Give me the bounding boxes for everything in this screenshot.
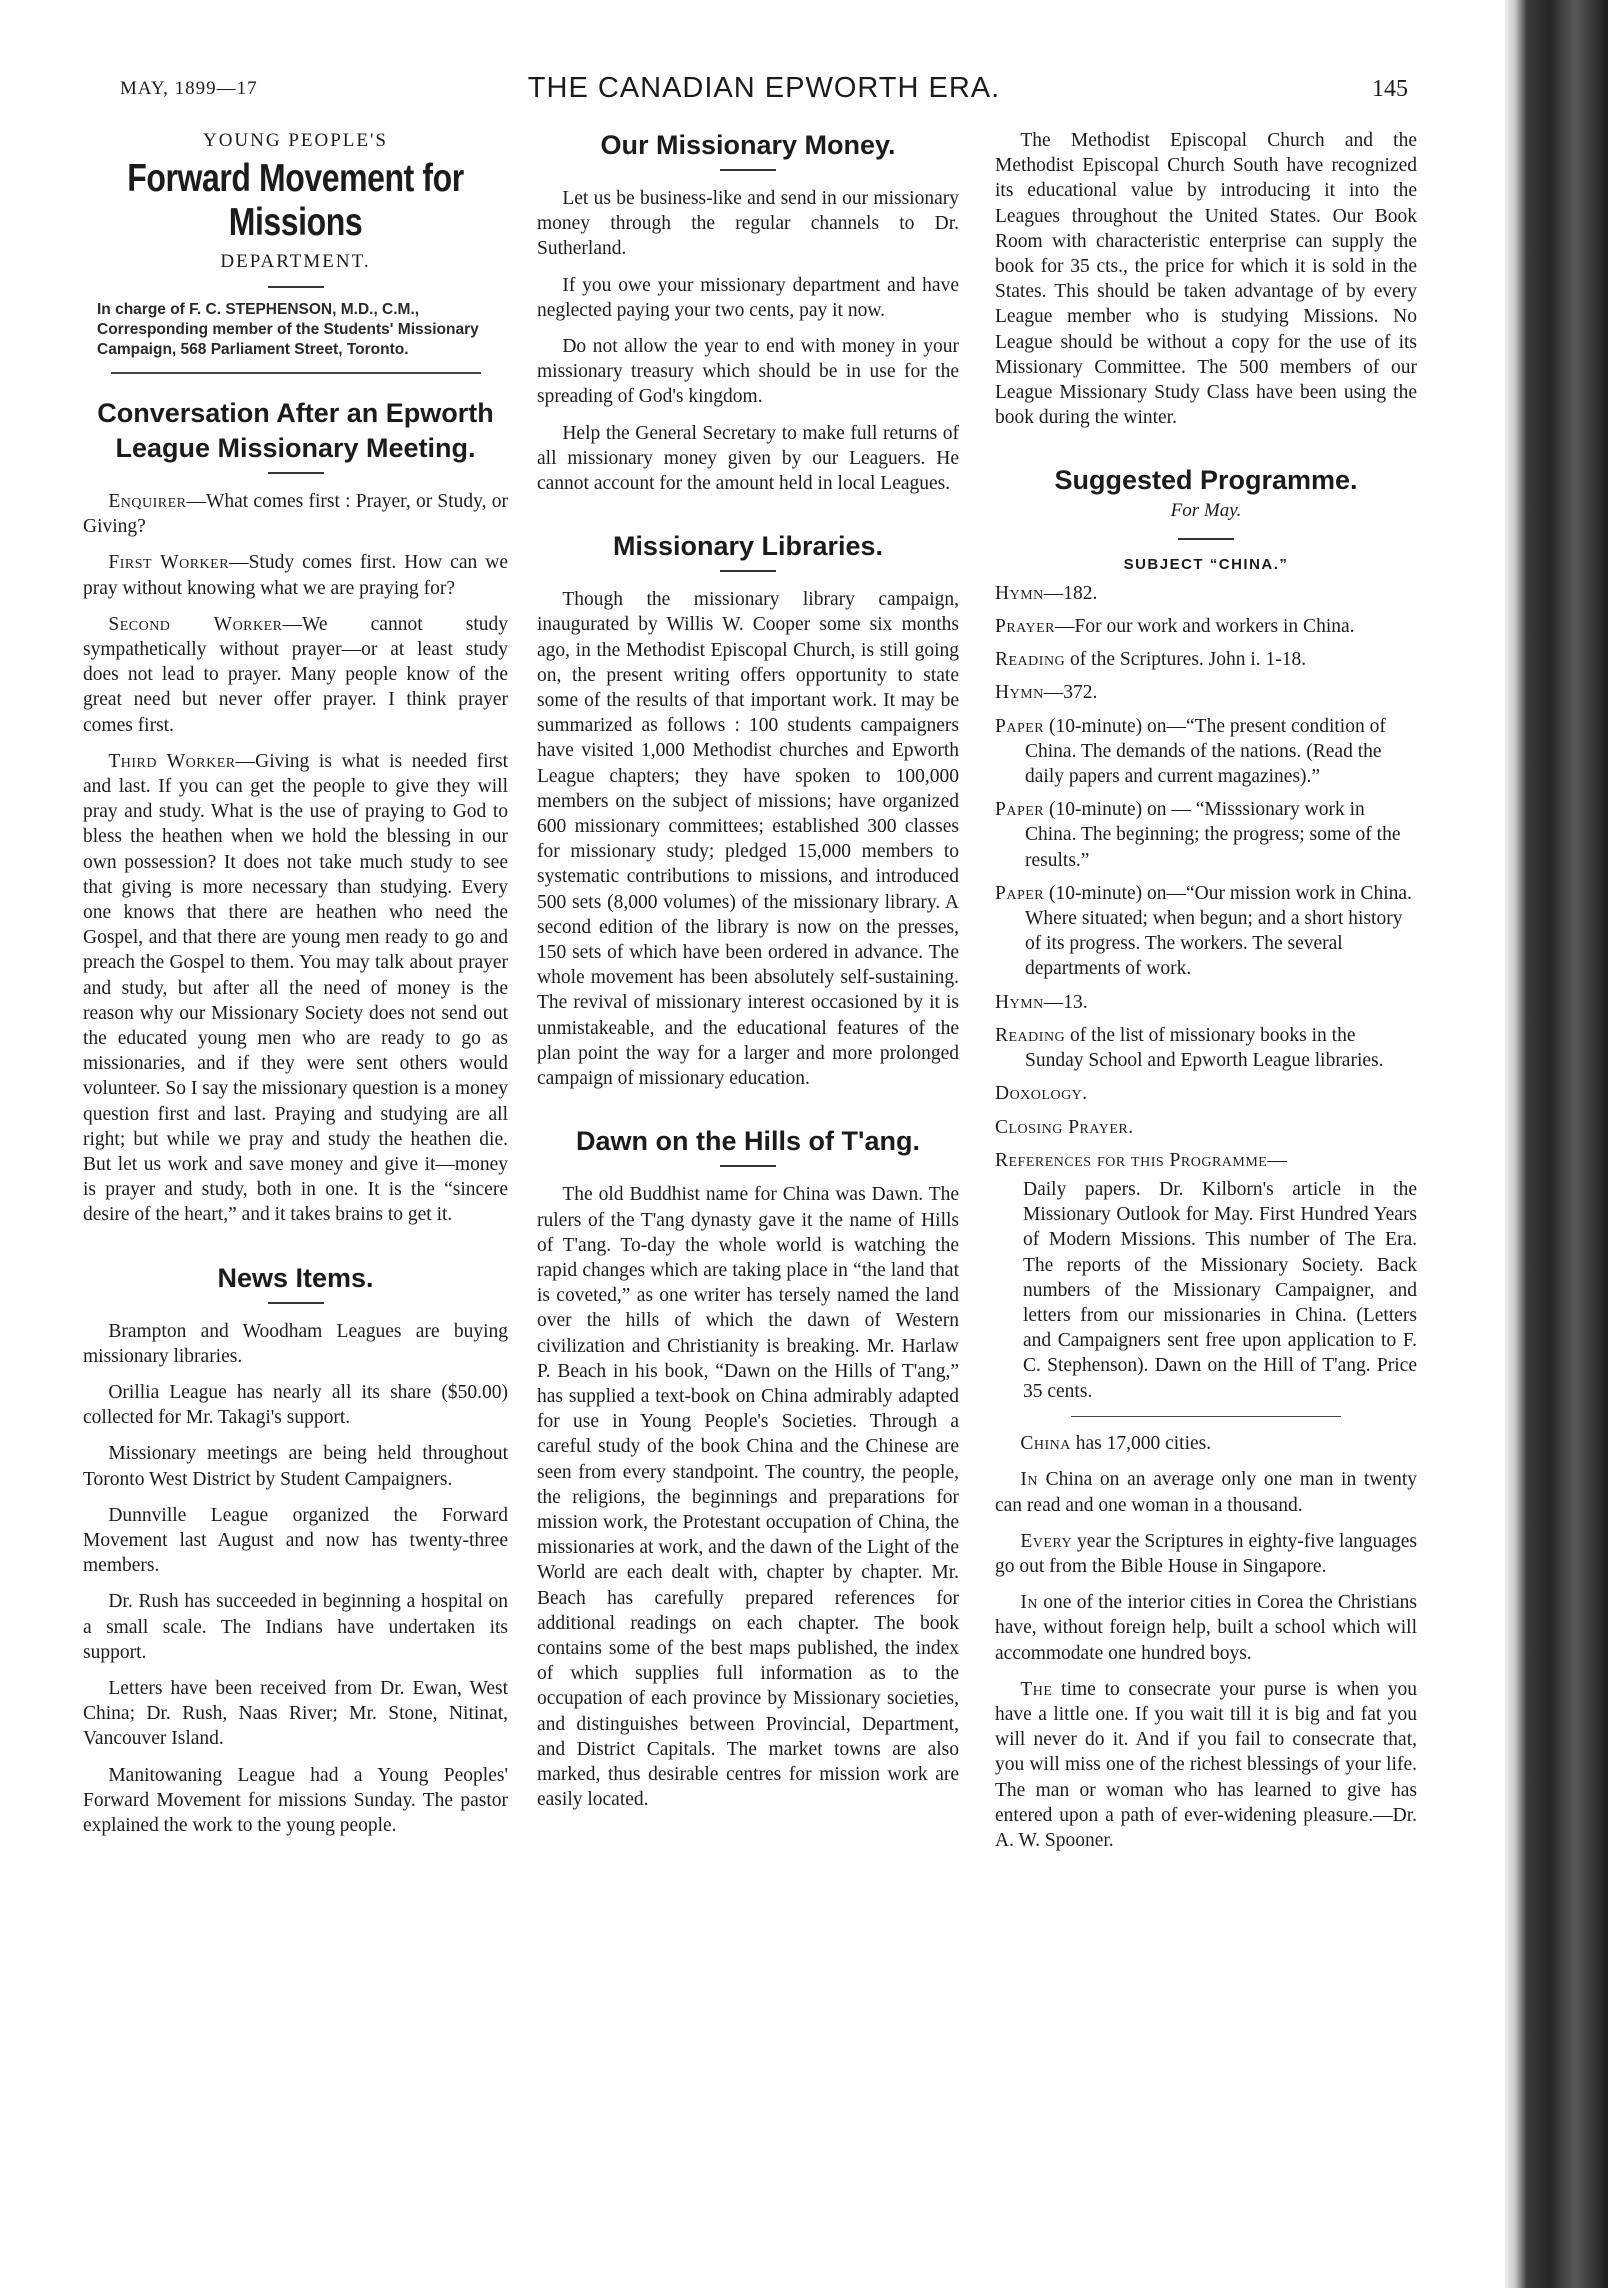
divider — [720, 1165, 776, 1167]
programme-item: Hymn—182. — [995, 582, 1098, 604]
conversation-paragraph: Second Worker—We cannot study sympathetically without prayer—or at least study does not lead to prayer. Many people know of the great need but never offer prayer. I think prayer comes first. — [83, 613, 508, 736]
news-item: Dunnville League organized the Forward Movement last August and now has twenty-three members. — [83, 1504, 508, 1577]
header-date: MAY, 1899—17 — [120, 78, 258, 99]
column-middle — [537, 118, 959, 1823]
programme-subject: SUBJECT “CHINA.” — [1123, 555, 1289, 573]
department-subtitle: DEPARTMENT. — [220, 251, 371, 273]
programme-item: Paper (10-minute) on—“Our mission work in China. Where situated; when begun; and a short history of its progress. The workers. The several departments of work. — [995, 882, 1412, 980]
header-page-number: 145 — [1372, 76, 1408, 102]
news-heading: News Items. — [217, 1262, 374, 1293]
money-paragraph: Do not allow the year to end with money in your missionary treasury which should be in use for the spreading of God's kingdom. — [537, 336, 959, 408]
money-paragraph: Help the General Secretary to make full returns of all missionary money given by our Leaguers. He cannot account for the amount held in local Leagues. — [537, 422, 959, 495]
closing-paragraph: China has 17,000 cities. — [1020, 1433, 1212, 1455]
news-item: Letters have been received from Dr. Ewan, West China; Dr. Rush, Naas River; Mr. Stone, Nitinat, Vancouver Island. — [83, 1678, 508, 1750]
programme-item: Hymn—372. — [995, 682, 1098, 704]
programme-item: Reading of the list of missionary books in the Sunday School and Epworth League libraries. — [995, 1024, 1384, 1072]
divider — [1178, 538, 1234, 540]
programme-item: Paper (10-minute) on—“The present condition of China. The demands of the nations. (Read the daily papers and current magazines).” — [995, 715, 1386, 788]
conversation-paragraph: First Worker—Study comes first. How can we pray without knowing what we are praying for? — [83, 552, 509, 599]
news-item: Missionary meetings are being held throughout Toronto West District by Student Campaigners. — [83, 1443, 508, 1490]
page-header — [120, 72, 1408, 106]
libraries-heading: Missionary Libraries. — [612, 531, 884, 562]
conversation-heading: Conversation After an Epworth League Missionary Meeting. — [97, 397, 494, 463]
closing-paragraph: In one of the interior cities in Corea the Christians have, without foreign help, built a school which will accommodate one hundred boys. — [995, 1592, 1417, 1664]
closing-paragraph: Every year the Scriptures in eighty-five languages go out from the Bible House in Singapore. — [995, 1530, 1417, 1578]
divider — [268, 472, 324, 474]
programme-heading: Suggested Programme. — [1054, 465, 1358, 496]
conversation-paragraph: Third Worker—Giving is what is needed first and last. If you can get the people to give they will pray and study. What is the use of praying to God to bless the heathen when we hold the blessing in our own possession? It does not take much study to see that giving is more necessary than studying. Every one knows that there are heathen who need the Gospel, and that there are young men ready to go and preach the Gospel to them. You may talk about prayer and study, but after all the need of money is the reason why our Missionary Society does not send out the educated young men who are ready to go as missionaries, and if they were sent others would volunteer. So I say the missionary question is a money question first and last. Praying and studying are all right; but while we pray and study the heathen die. But let us work and save money and give it—money is prayer and study, both in one. It is the “sincere desire of the heart,” and it takes brains to get it. — [83, 750, 509, 1226]
dawn-heading: Dawn on the Hills of T'ang. — [576, 1126, 920, 1157]
libraries-paragraph: Though the missionary library campaign, inaugurated by Willis W. Cooper some six months ago, in the Methodist Episcopal Church, is still going on, the present writing offers opportunity to state some of the results of that important work. It may be summarized as follows : 100 students campaigners have visited 1,000 Methodist churches and Epworth League chapters; they have spoken to 100,000 members on the subject of missions; have organized 600 missionary committees; established 300 classes for missionary study; pledged 15,000 members to systematic contributions to missions, and introduced 500 sets (8,000 volumes) of the missionary library. A second edition of the library is now on the presses, 150 sets of which have been ordered in advance. The whole movement has been absolutely self-sustaining. The revival of missionary interest occasioned by it is unmistakeable, and the educational features of the plan point the way for a larger and more prolonged campaign of missionary education. — [537, 589, 959, 1090]
closing-paragraph: The time to consecrate your purse is when you have a little one. If you wait till it is big and fat you will never do it. And if you fail to consecrate that, you will miss one of the richest blessings of your life. The man or woman who has learned to give has entered upon a path of ever-widening pleasure.—Dr. A. W. Spooner. — [995, 1678, 1417, 1852]
section-divider — [1071, 1416, 1341, 1418]
spacer — [537, 507, 959, 529]
news-item: Manitowaning League had a Young Peoples' Forward Movement for missions Sunday. The pastor explained the work to the young people. — [83, 1764, 508, 1837]
programme-subheading: For May. — [1170, 500, 1242, 522]
money-heading: Our Missionary Money. — [600, 130, 896, 160]
news-item: Orillia League has nearly all its share ($50.00) collected for Mr. Takagi's support. — [83, 1382, 508, 1429]
dawn-paragraph: The old Buddhist name for China was Dawn. The rulers of the T'ang dynasty gave it the name of Hills of T'ang. To-day the whole world is watching the rapid changes which are taking place in “the land that is coveted,” as one writer has tersely named the land over the hills of which the dawn of Western civilization and Christianity is breaking. Mr. Harlaw P. Beach in his book, “Dawn on the Hills of T'ang,” has supplied a text-book on China admirably adapted for use in Young People's Societies. Through a careful study of the book China and the Chinese are seen from every standpoint. The country, the people, the religions, the beginnings and preparations for mission work, the Protestant occupation of China, the missionaries at work, and the dawn of the Light of the World are each dealt with, chapter by chapter. Mr. Beach has carefully prepared references for additional readings on each chapter. The book contains some of the best maps published, the index of which supplies full information as to the occupation of each province by Missionary societies, and distinguishes between Provincial, Department, and District Capitals. The market towns are also marked, thus desirable centres for mission work are easily located. — [537, 1184, 959, 1811]
section-divider — [111, 372, 481, 374]
column-left — [83, 118, 508, 1849]
programme-references: Daily papers. Dr. Kilborn's article in the Missionary Outlook for May. First Hundred Years of Modern Missions. This number of The Era. The reports of the Missionary Society. Back numbers of the Missionary Campaigner, and letters from our missionaries in China. (Letters and Campaigners sent free upon application to F. C. Stephenson). Dawn on the Hill of T'ang. Price 35 cents. — [1023, 1178, 1417, 1402]
column-right — [995, 118, 1417, 1864]
money-paragraph: If you owe your missionary department and have neglected paying your two cents, pay it now. — [537, 274, 959, 321]
divider — [268, 286, 324, 288]
divider — [268, 1302, 324, 1304]
spacer — [537, 1102, 959, 1124]
programme-item: Paper (10-minute) on — “Misssionary work in China. The beginning; the progress; some of the results.” — [995, 799, 1401, 871]
methodist-paragraph: The Methodist Episcopal Church and the Methodist Episcopal Church South have recognized its educational value by introducing it into the Leagues throughout the United States. Our Book Room with characteristic enterprise can supply the book for 35 cts., the price for which it is sold in the States. This should be taken advantage of by every League member who is studying Missions. No League should be without a copy for the use of its Missionary Committee. The 500 members of our League Missionary Study Class have been using the book during the winter. — [995, 130, 1417, 429]
programme-item: Doxology. — [995, 1083, 1088, 1105]
news-item: Dr. Rush has succeeded in beginning a hospital on a small scale. The Indians have undertaken its support. — [83, 1591, 508, 1663]
spacer — [995, 441, 1417, 463]
news-item: Brampton and Woodham Leagues are buying missionary libraries. — [83, 1320, 508, 1367]
money-paragraph: Let us be business-like and send in our missionary money through the regular channels to Dr. Sutherland. — [537, 188, 959, 260]
programme-references-lead: References for this Programme— — [995, 1149, 1288, 1171]
divider — [720, 169, 776, 171]
closing-paragraph: In China on an average only one man in twenty can read and one woman in a thousand. — [995, 1469, 1417, 1516]
header-title: THE CANADIAN EPWORTH ERA. — [527, 72, 1001, 104]
programme-item: Reading of the Scriptures. John i. 1-18. — [995, 649, 1307, 671]
department-title: Forward Movement for Missions — [127, 157, 464, 245]
programme-item: Hymn—13. — [995, 991, 1088, 1013]
programme-item: Closing Prayer. — [995, 1116, 1134, 1138]
department-in-charge: In charge of F. C. STEPHENSON, M.D., C.M., Corresponding member of the Students' Missionary Campaign, 568 Parliament Street, Toronto. — [97, 301, 479, 359]
department-kicker: YOUNG PEOPLE'S — [202, 130, 389, 151]
programme-item: Prayer—For our work and workers in China. — [995, 616, 1355, 638]
divider — [720, 570, 776, 572]
book-binding-edge — [1505, 0, 1608, 2288]
spacer — [83, 1239, 508, 1261]
conversation-paragraph: Enquirer—What comes first : Prayer, or Study, or Giving? — [83, 490, 508, 538]
